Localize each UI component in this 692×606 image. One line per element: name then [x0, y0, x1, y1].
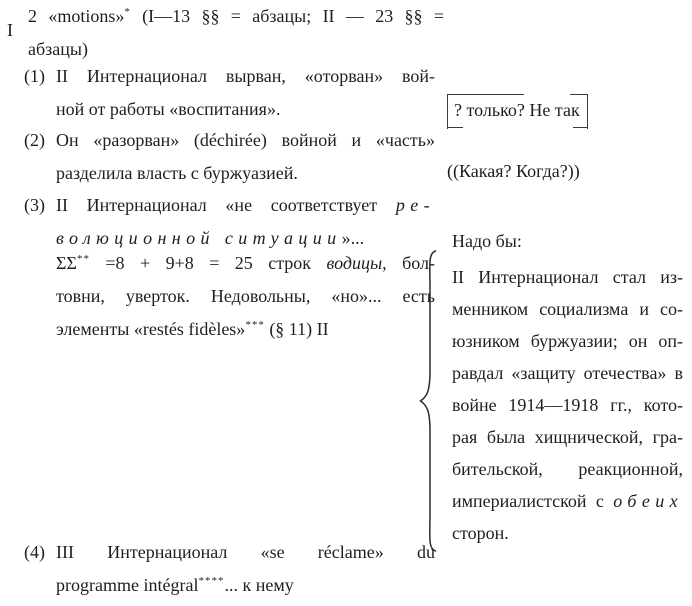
item-3-line-1-emphasis: ре-	[395, 195, 435, 215]
annotation-block	[452, 261, 683, 549]
box-border-bottom-right	[573, 127, 588, 128]
header-line-2: абзацы)	[28, 39, 88, 59]
sigma-line-3-start: элементы «restés fidèles»	[56, 319, 246, 339]
boxed-note	[447, 94, 588, 128]
annotation-line-8-start: империалистской с	[452, 491, 614, 511]
annotation-line-8-emphasis: обеих	[613, 491, 683, 511]
annotation-line-4: равдал «защиту отечества» в	[452, 363, 683, 383]
header-line-1	[28, 0, 444, 33]
annotation-line-9: сторон.	[452, 523, 509, 543]
sigma-line-1-sum: =8 + 9+8 = 25 строк	[89, 253, 327, 273]
item-3-line-1	[56, 189, 435, 222]
item-2	[24, 124, 435, 190]
margin-label: I	[7, 20, 13, 40]
footnote-star-1: *	[124, 6, 131, 18]
item-1-line-2: ной от работы «воспитания».	[56, 99, 281, 119]
item-4-label: (4)	[24, 542, 45, 562]
annotation-line-3: юзником буржуазии; он оп-	[452, 331, 683, 351]
annotation-line-8	[452, 485, 683, 517]
annotation-line-6: рая была хищнической, гра-	[452, 427, 683, 447]
item-3-line-2-emphasis: волюционной ситуации	[56, 228, 342, 248]
item-3	[24, 189, 435, 255]
annotation-line-5: войне 1914—1918 гг., кото-	[452, 395, 683, 415]
item-3-label: (3)	[24, 195, 45, 215]
sigma-line-1-end: бол-	[386, 253, 435, 273]
sigma-line-2: товни, уверток. Недовольны, «но»... есть	[56, 286, 435, 306]
item-2-label: (2)	[24, 130, 45, 150]
item-4-line-1: III Интернационал «se réclame» du	[56, 542, 435, 562]
sigma-line-1-italic: водицы,	[326, 253, 387, 273]
item-1-line-1: II Интернационал вырван, «оторван» вой-	[56, 66, 435, 86]
sigma-line-3-end: (§ 11) II	[264, 319, 329, 339]
item-1	[24, 60, 435, 126]
sigma-line-3	[56, 313, 435, 346]
sigma-symbols: ΣΣ	[56, 253, 77, 273]
item-2-line-1: Он «разорван» (déchirée) войной и «часть»	[56, 130, 435, 150]
sigma-line-1	[56, 247, 435, 280]
footnote-star-2: **	[76, 253, 90, 265]
item-1-label: (1)	[24, 66, 45, 86]
item-2-line-2: разделила власть с буржуазией.	[56, 163, 298, 183]
item-4-line-2	[56, 569, 435, 602]
header-block	[28, 0, 444, 66]
item-3-line-2-end: »...	[341, 228, 365, 248]
footnote-star-3: ***	[245, 319, 265, 331]
item-4	[24, 536, 435, 602]
header-line-1-start: 2 «motions»	[28, 6, 125, 26]
paren-note: ((Какая? Когда?))	[447, 161, 580, 181]
annotation-line-7: бительской, реакционной,	[452, 459, 683, 479]
nado-by-label: Надо бы:	[452, 231, 522, 251]
annotation-line-2: менником социализма и со-	[452, 299, 683, 319]
footnote-star-4: ****	[198, 575, 225, 587]
boxed-note-text: ? только? Не так	[454, 100, 580, 120]
annotation-line-1: II Интернационал стал из-	[452, 267, 683, 287]
item-3-line-1-start: II Интернационал «не соответствует	[56, 195, 396, 215]
curly-brace-icon	[417, 249, 439, 553]
sigma-note	[56, 247, 435, 346]
item-4-line-2-start: programme intégral	[56, 575, 199, 595]
item-4-line-2-end: ... к нему	[224, 575, 294, 595]
header-line-1-rest: (I—13 §§ = абзацы; II — 23 §§ =	[130, 6, 444, 26]
box-border-bottom-left	[447, 127, 463, 128]
